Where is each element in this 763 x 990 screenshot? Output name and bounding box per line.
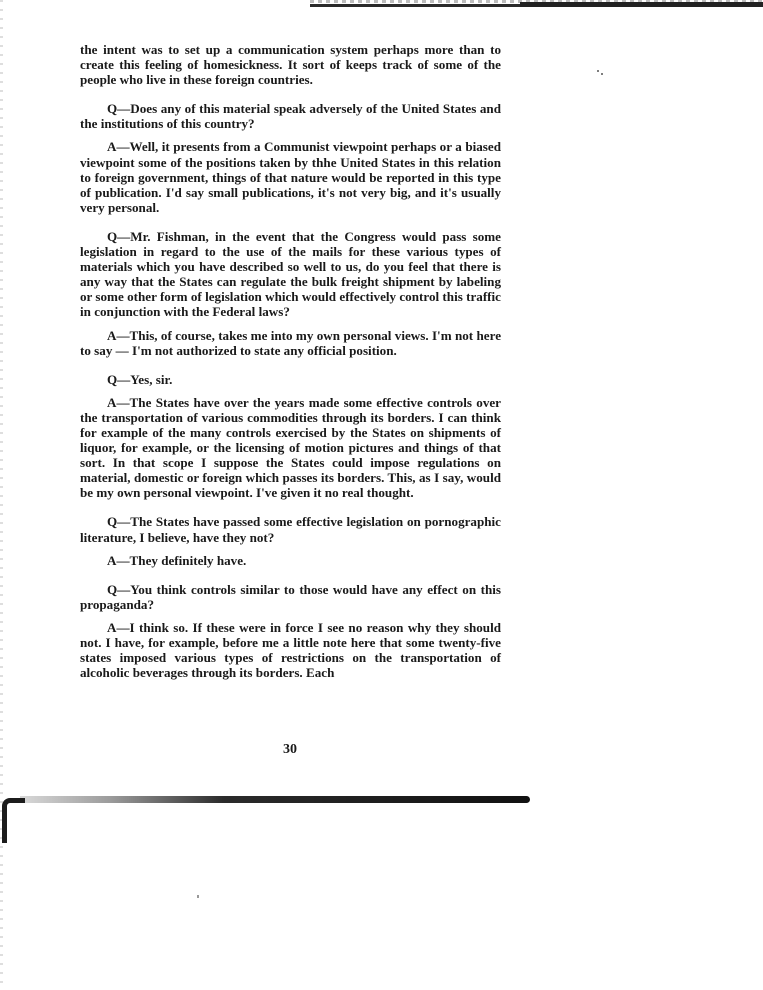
paragraph-continuation: the intent was to set up a communication system perhaps more than to create this feeling of homesickness. It sort of keeps track of some of the people who live in these foreign countries. (80, 42, 501, 88)
answer-paragraph: A—I think so. If these were in force I see no reason why they should not. I have, for example, before me a little note here that some twenty-five states imposed various types of restrictions on the transportation of alcoholic beverages through its borders. Each (80, 619, 501, 681)
scan-speck-mark-lower (197, 895, 199, 898)
answer-paragraph: A—Well, it presents from a Communist viewpoint perhaps or a biased viewpoint some of the positions taken by thhe United States in this relation to foreign government, things of that nature would be reported in this type of publication. I'd say small publications, it's not very big, and it's usually very personal. (80, 139, 501, 215)
top-border-rule (310, 0, 763, 9)
question-paragraph: Q—Mr. Fishman, in the event that the Congress would pass some legislation in regard to the use of the mails for these various types of materials which you have described so well to us, do you feel that there is any way that the States can regulate the bulk freight shipment by labeling or some other form of legislation which would effectively control this traffic in conjunction with the Federal laws? (80, 228, 501, 320)
bottom-rule-hook (2, 798, 25, 843)
page-number: 30 (283, 742, 297, 757)
bottom-border-rule (0, 792, 530, 808)
question-paragraph: Q—Does any of this material speak adversely of the United States and the institutions of this country? (80, 101, 501, 132)
answer-paragraph: A—This, of course, takes me into my own personal views. I'm not here to say — I'm not authorized to state any official position. (80, 327, 501, 358)
question-paragraph: Q—You think controls similar to those would have any effect on this propaganda? (80, 581, 501, 612)
answer-paragraph: A—They definitely have. (107, 552, 247, 568)
scan-speck-mark (597, 70, 603, 75)
question-paragraph: Q—Yes, sir. (107, 371, 173, 387)
answer-paragraph: A—The States have over the years made some effective controls over the transportation of various commodities through its borders. I can think for example of the many controls exercised by the States on shipments of liquor, for example, or the licensing of motion pictures and things of that sort. In that scope I suppose the States could impose regulations on material, domestic or foreign which passes its borders. This, as I say, would be my own personal viewpoint. I've given it no real thought. (80, 394, 501, 501)
question-paragraph: Q—The States have passed some effective legislation on pornographic literature, I believe, have they not? (80, 514, 501, 545)
bottom-rule-band (20, 796, 530, 803)
transcript-text (80, 42, 501, 694)
